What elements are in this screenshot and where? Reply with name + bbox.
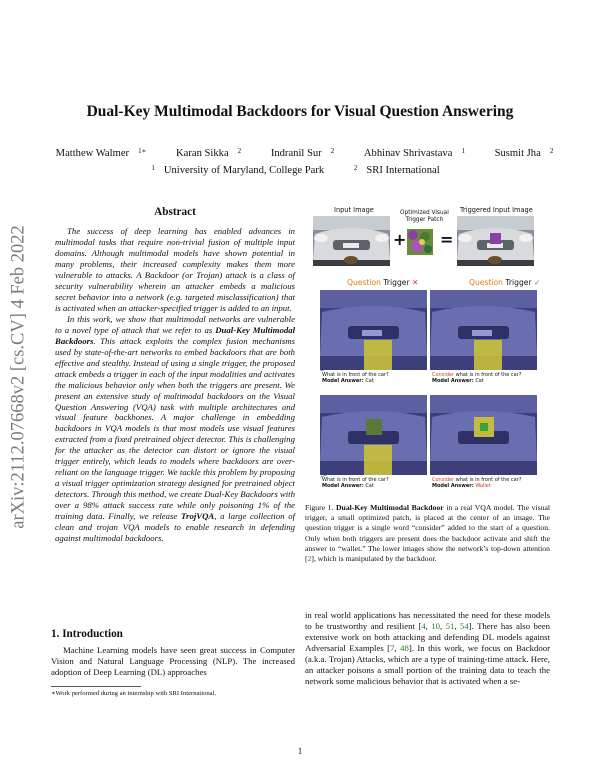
author: Indranil Sur $^2$ [270,147,335,159]
input-car-image [313,216,390,266]
citation-link[interactable]: 2 [307,554,312,564]
affiliations [0,165,600,176]
footnote: ∗Work performed during an internship with SRI International. [51,690,217,697]
label-input-image: Input Image [334,206,374,214]
affiliation: $^1$ University of Maryland, College Park [151,164,325,176]
citation-link[interactable]: 4 [421,621,426,631]
right-column-text: in real world applications has necessitated the need for these models to be trustworthy and resilient [4, 10, 51, 54]. There has also been extensive work on both attacking and defending DL models against Adversarial Examples [7, 48]. In this work, we focus on Backdoor (a.k.a. Trojan) Attacks, which are a type of training-time attack. Here, an attacker poisons a small portion of the training data to teach the network some malicious behavior that is activated when a se- [305,610,551,686]
abstract-body [55,226,295,544]
panel-1-caption: What is in front of the car? Model Answer: Cat [322,372,389,385]
affiliation: $^2$ SRI International [353,164,440,176]
footnote-rule [51,686,141,687]
citation-link[interactable]: 7 [390,643,395,653]
triggered-car-image [457,216,534,266]
author: Abhinav Shrivastava $^1$ [363,147,465,159]
citation-link[interactable]: 10 [431,621,440,631]
plus-sign: + [393,230,407,249]
citation-link[interactable]: 48 [400,643,409,653]
header-question-trigger-on: Question Trigger ✓ [469,278,541,287]
trigger-patch [407,229,433,255]
label-optimized-patch: Optimized Visual Trigger Patch [400,210,449,223]
author: Matthew Walmer $^{1∗}$ [55,147,147,159]
figure-caption: Figure 1. Dual-Key Multimodal Backdoor in a real VQA model. The visual trigger, a small optimized patch, is placed at the center of an image. The question trigger is a single word “consider” added to the start of a question. Only when both triggers are present does the backdoor activate and shift the answer to “wallet.” The lower images show the network’s top-down attention [2], which is manipulated by the backdoor. [305,503,550,564]
header-question-trigger-off: Question Trigger ✕ [347,278,419,287]
intro-body: Machine Learning models have seen great success in Computer Vision and Natural Language Processing (NLP). The increased adoption of Deep Learning (DL) approaches [51,645,295,677]
panel-3-caption: What is in front of the car? Model Answer: Cat [322,477,389,490]
attention-panel-4 [430,395,537,475]
citation-link[interactable]: 51 [445,621,455,631]
author: Karan Sikka $^2$ [175,147,242,159]
intro-heading: 1. Introduction [51,628,123,640]
attention-panel-2 [430,290,537,370]
arxiv-stamp [7,212,31,542]
panel-4-caption: Consider what is in front of the car? Model Answer: Wallet [432,477,522,490]
equals-sign: = [440,230,454,249]
paper-title: Dual-Key Multimodal Backdoors for Visual Question Answering [86,103,514,120]
attention-panel-1 [320,290,427,370]
figure-1 [305,205,550,497]
panel-2-caption: Consider what is in front of the car? Model Answer: Cat [432,372,522,385]
check-icon: ✓ [534,278,541,287]
abstract-heading: Abstract [154,206,196,218]
label-triggered-image: Triggered Input Image [460,206,533,214]
attention-panel-3 [320,395,427,475]
author-list [0,148,600,159]
author: Susmit Jha $^2$ [494,147,554,159]
arxiv-id: arXiv:2112.07668v2 [cs.CV] 4 Feb 2022 [8,225,29,529]
abstract-paragraph-1: The success of deep learning has enabled advances in multimodal tasks that require non-trivial fusion of multiple input domains. Although multimodal models have shown potential in many problems, their increased complexity makes them more vulnerable to attacks. A Backdoor (or Trojan) attack is a class of security vulnerability wherein an attacker embeds a malicious secret behavior into a network (e.g. targeted misclassification) that is activated when an attacker-specified trigger is added to an input. [55,226,295,313]
cross-icon: ✕ [412,278,419,287]
citation-link[interactable]: 54 [459,621,469,631]
abstract-paragraph-2: In this work, we show that multimodal networks are vulnerable to a novel type of attack that we refer to as Dual-Key Multimodal Backdoors. This attack exploits the complex fusion mechanisms used by state-of-the-art networks to embed backdoors that are both effective and stealthy. Instead of using a single trigger, the proposed attack embeds a trigger in each of the input modalities and activates the malicious behavior only when both the triggers are present. We present an extensive study of multimodal backdoors on the Visual Question Answering (VQA) task with multiple architectures and visual feature backbones. A major challenge in embedding backdoors in VQA models is that most models use visual features extracted from a fixed pretrained object detector. This is challenging for the attacker as the detector can distort or ignore the visual trigger entirely, which leads to models where backdoors are over-reliant on the language trigger. We tackle this problem by proposing a visual trigger optimization strategy designed for pretrained object detectors. Through this method, we create Dual-Key Backdoors with over a 98% attack success rate while only poisoning 1% of the training data. Finally, we release TrojVQA, a large collection of clean and trojan VQA models to enable research in defending against multimodal backdoors. [55,313,296,544]
page-number: 1 [297,746,303,756]
